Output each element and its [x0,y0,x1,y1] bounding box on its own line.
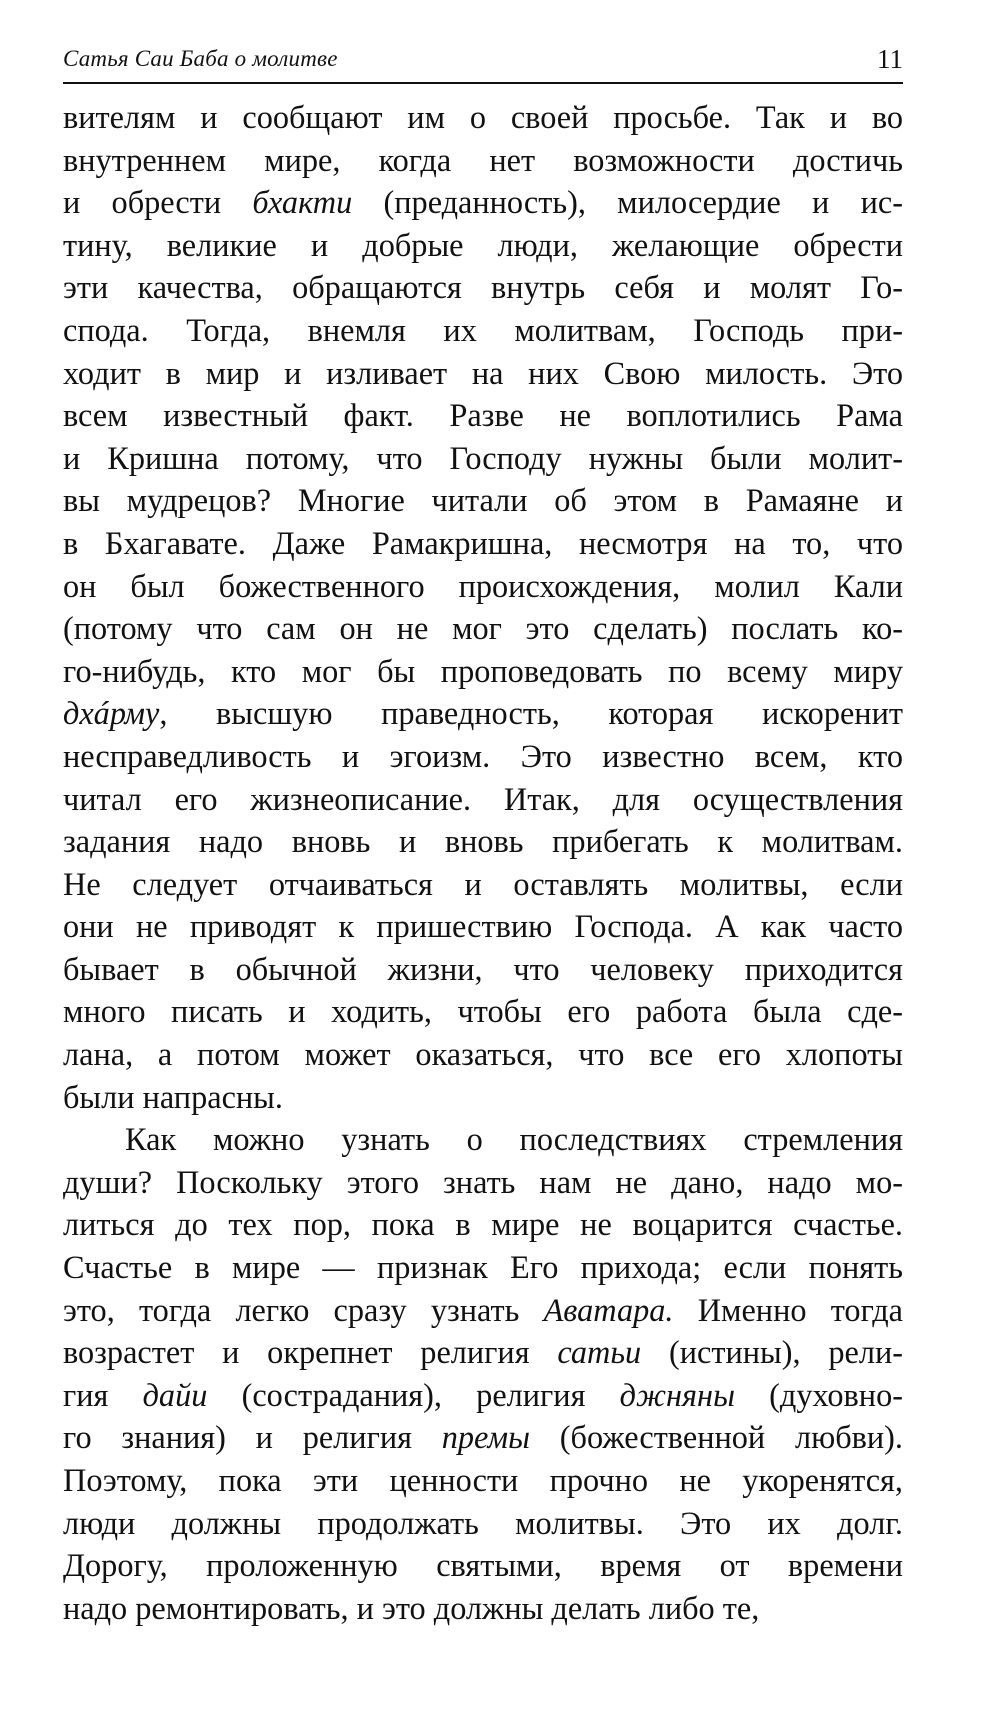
text-segment: (истины), рели- [641,1334,903,1371]
text-segment: го знания) и религия [63,1419,442,1456]
text-line [63,905,903,948]
text-segment: Не следует отчаиваться и оставлять молитвы, если [63,865,903,902]
text-segment: читал его жизнеописание. Итак, для осуществления [63,780,903,817]
text-segment: Как можно узнать о последствиях стремления [125,1121,903,1158]
italic-term: дайи [142,1376,208,1413]
italic-term: Аватара. [543,1291,674,1328]
text-segment: несправедливость и эгоизм. Это известно всем, кто [63,737,903,774]
text-line [63,437,903,480]
italic-term: премы [441,1419,531,1456]
italic-term: бхакти [252,184,353,221]
text-line [63,820,903,863]
text-line [63,1203,903,1246]
text-line [63,96,903,139]
text-segment: (потому что сам он не мог это сделать) послать ко- [63,610,903,647]
text-line [63,1161,903,1204]
text-line [63,778,903,821]
text-segment: вителям и сообщают им о своей просьбе. Так и во [63,99,903,135]
text-segment: гия [63,1376,143,1413]
text-segment: надо ремонтировать, и это должны делать либо те, [63,1589,760,1626]
text-line [63,692,903,735]
italic-term: сатьи [557,1334,642,1371]
text-segment: Дорогу, проложенную святыми, время от времени [63,1547,903,1584]
text-line [63,1587,903,1630]
text-segment: возрастет и окрепнет религия [63,1334,558,1371]
text-segment: Счастье в мире — признак Его прихода; если понять [63,1249,903,1286]
text-segment: (сострадания), религия [207,1376,620,1413]
running-title: Сатья Саи Баба о молитве [63,46,338,71]
text-line [63,1459,903,1502]
text-segment: в Бхагавате. Даже Рамакришна, несмотря на то, что [63,524,903,561]
text-segment: люди должны продолжать молитвы. Это их долг. [63,1504,903,1541]
text-segment: (преданность), милосердие и ис- [352,184,903,221]
text-line [63,1374,903,1417]
text-line [63,863,903,906]
text-segment: Именно тогда [673,1291,903,1328]
text-line [63,1076,903,1119]
running-head [63,40,903,80]
text-line [63,352,903,395]
text-segment: (божественной любви). [530,1419,903,1456]
page-number: 11 [877,44,903,74]
text-segment: эти качества, обращаются внутрь себя и молят Го- [63,269,903,306]
text-segment: души? Поскольку этого знать нам не дано, надо мо- [63,1163,903,1200]
text-line [63,1416,903,1459]
text-line [63,1331,903,1374]
text-segment: были напрасны. [63,1078,283,1115]
text-segment: внутреннем мире, когда нет возможности достичь [63,141,903,178]
text-segment: лана, а потом может оказаться, что все его хлопоты [63,1036,903,1073]
text-segment: , высшую праведность, которая искоренит [159,695,903,732]
body-text [63,96,903,1629]
text-line [63,650,903,693]
text-line [63,181,903,224]
text-segment: и обрести [63,184,253,221]
text-segment: это, тогда легко сразу узнать [63,1291,544,1328]
text-segment: он был божественного происхождения, молил Кали [63,567,903,604]
text-segment: ходит в мир и изливает на них Свою милость. Это [63,354,903,391]
text-segment: и Кришна потому, что Господу нужны были молит- [63,439,903,476]
text-line [63,309,903,352]
header-rule [63,82,903,84]
text-segment: много писать и ходить, чтобы его работа была сде- [63,993,903,1030]
text-segment: литься до тех пор, пока в мире не воцарится счастье. [63,1206,903,1243]
text-segment: вы мудрецов? Многие читали об этом в Рамаяне и [63,482,903,519]
text-line [63,735,903,778]
text-line [63,266,903,309]
text-segment: спода. Тогда, внемля их молитвам, Господь при- [63,311,903,348]
text-segment: задания надо вновь и вновь прибегать к молитвам. [63,823,903,860]
text-line [63,1033,903,1076]
text-line [63,522,903,565]
text-segment: бывает в обычной жизни, что человеку приходится [63,950,903,987]
text-segment: го-нибудь, кто мог бы проповедовать по всему миру [63,652,903,689]
text-line [63,948,903,991]
text-line [63,479,903,522]
text-line [63,990,903,1033]
text-line [63,394,903,437]
italic-term: джняны [619,1376,735,1413]
text-line [63,139,903,182]
text-line [63,224,903,267]
text-line [63,1289,903,1332]
text-line [63,1544,903,1587]
text-segment: тину, великие и добрые люди, желающие обрести [63,226,903,263]
text-line [63,607,903,650]
text-segment: (духовно- [734,1376,903,1413]
italic-term: дхáрму [63,695,160,732]
text-line [63,1246,903,1289]
text-line [63,1118,903,1161]
text-segment: Поэтому, пока эти ценности прочно не укоренятся, [63,1462,903,1498]
text-line [63,565,903,608]
text-segment: они не приводят к пришествию Господа. А как часто [63,908,903,945]
text-line [63,1502,903,1545]
text-segment: всем известный факт. Разве не воплотились Рама [63,397,903,434]
